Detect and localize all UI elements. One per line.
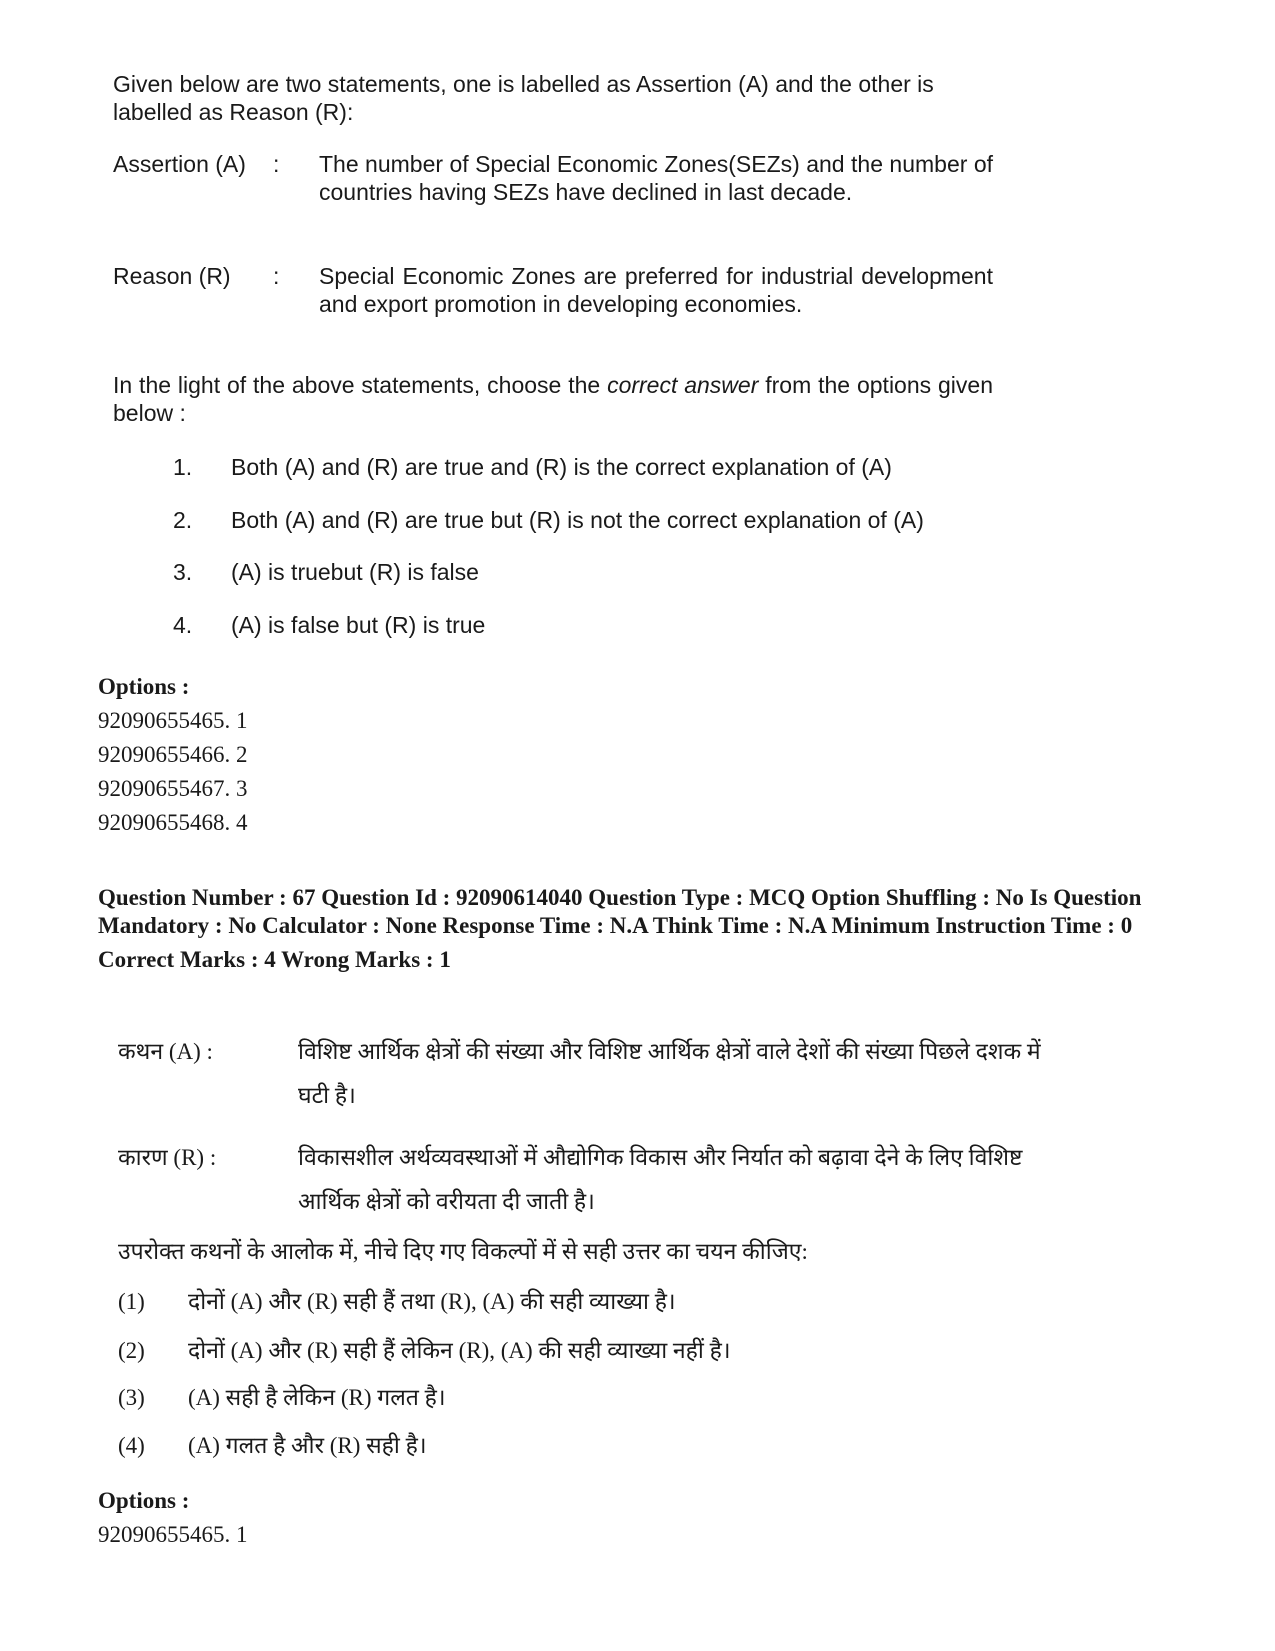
option-text: (A) गलत है और (R) सही है। [188,1433,427,1458]
option-en-3 [173,558,479,586]
option-id-1: 92090655465. 1 [98,708,248,733]
option-number: 1. [173,454,193,480]
hindi-assertion-label: कथन (A) : [118,1039,213,1064]
option-number: (3) [118,1385,145,1410]
question-meta [98,884,1178,974]
question-intro: Given below are two statements, one is labelled as Assertion (A) and the other is labelled as Reason (R): [113,71,934,125]
option-id-2: 92090655466. 2 [98,742,248,767]
hindi-reason-label: कारण (R) : [118,1145,217,1170]
instruction-pre: In the light of the above statements, choose the [113,372,608,398]
option-number: (1) [118,1289,145,1314]
option-number: 2. [173,507,193,533]
reason-label: Reason (R) [113,263,231,289]
option-text: Both (A) and (R) are true and (R) is the correct explanation of (A) [231,454,892,480]
option-en-1 [173,453,892,481]
instruction-emphasis: correct answer [607,372,759,398]
option-number: (2) [118,1338,145,1363]
options-heading: Options : [98,674,190,699]
option-id-4: 92090655468. 4 [98,810,248,835]
hindi-option-2 [118,1333,731,1365]
option-id-1: 92090655465. 1 [98,1522,248,1547]
assertion-text: The number of Special Economic Zones(SEZs) and the number of countries having SEZs have declined in last decade. [319,151,993,205]
reason-text: Special Economic Zones are preferred for industrial development and export promotion in developing economies. [319,263,993,317]
reason-colon: : [273,263,280,289]
option-text: (A) is false but (R) is true [231,612,486,638]
option-text: (A) is truebut (R) is false [231,559,479,585]
hindi-option-3 [118,1380,446,1412]
option-text: Both (A) and (R) are true but (R) is not the correct explanation of (A) [231,507,924,533]
hindi-assertion-text: विशिष्ट आर्थिक क्षेत्रों की संख्या और विशिष्ट आर्थिक क्षेत्रों वाले देशों की संख्या पिछले दशक में घटी है। [298,1039,1041,1108]
option-text: (A) सही है लेकिन (R) गलत है। [188,1385,446,1410]
option-number: 4. [173,612,193,638]
option-text: दोनों (A) और (R) सही हैं तथा (R), (A) की सही व्याख्या है। [188,1289,676,1314]
assertion-label: Assertion (A) [113,151,246,177]
options-list [98,670,248,840]
option-number: (4) [118,1433,145,1458]
option-id-3: 92090655467. 3 [98,776,248,801]
assertion-colon: : [273,151,280,177]
option-text: दोनों (A) और (R) सही हैं लेकिन (R), (A) की सही व्याख्या नहीं है। [188,1338,731,1363]
options-heading: Options : [98,1488,190,1513]
option-en-4 [173,611,485,639]
instruction-post: from the options given below : [113,372,993,426]
hindi-instruction: उपरोक्त कथनों के आलोक में, नीचे दिए गए विकल्पों में से सही उत्तर का चयन कीजिए: [118,1239,808,1264]
hindi-option-4 [118,1428,427,1460]
option-en-2 [173,506,924,534]
options-list-2 [98,1484,248,1552]
option-number: 3. [173,559,193,585]
question-instruction [113,371,993,427]
hindi-reason-text: विकासशील अर्थव्यवस्थाओं में औद्योगिक विकास और निर्यात को बढ़ावा देने के लिए विशिष्ट आर्थिक क्षेत्रों को वरीयता दी जाती है। [298,1145,1023,1214]
question-marks: Correct Marks : 4 Wrong Marks : 1 [98,947,451,972]
question-meta-line: Question Number : 67 Question Id : 92090614040 Question Type : MCQ Option Shuffling : No Is Question Mandatory : No Calculator : None Response Time : N.A Think Time : N.A Minimum Instruction Time : 0 [98,885,1142,938]
hindi-option-1 [118,1284,676,1316]
